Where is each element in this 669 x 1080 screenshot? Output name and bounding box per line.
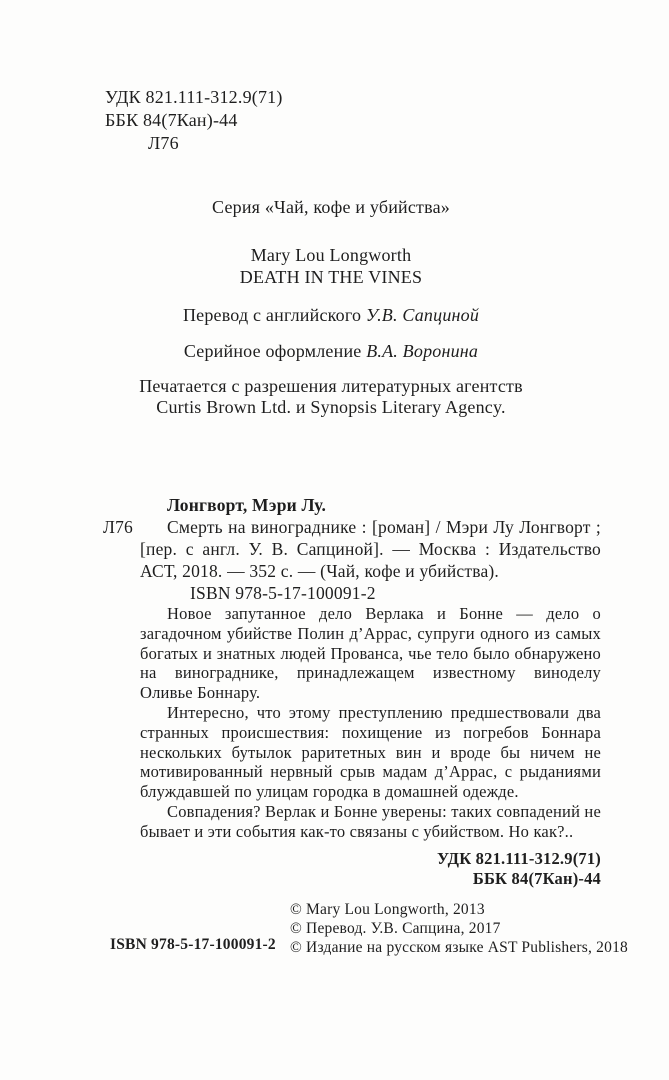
catalog-card xyxy=(103,494,601,889)
catalog-description-text: Смерть на винограднике : [роман] / Мэри Лу Лонгворт ; [пер. с англ. У. В. Сапциной]. — Москва : Издательство АСТ, 2018. — 352 с. — (Чай, кофе и убийства). xyxy=(140,517,601,581)
design-label: Серийное оформление xyxy=(183,341,367,361)
series-block xyxy=(0,196,662,418)
series-title: Серия «Чай, кофе и убийства» xyxy=(212,197,450,217)
original-title: DEATH IN THE VINES xyxy=(239,267,423,287)
footer-isbn: ISBN 978-5-17-100091-2 xyxy=(110,936,276,953)
translator-name: У.В. Сапциной xyxy=(365,305,480,325)
annotation-block xyxy=(140,604,601,842)
original-author: Mary Lou Longworth xyxy=(250,245,412,265)
catalog-isbn: ISBN 978-5-17-100091-2 xyxy=(190,583,376,603)
permission-line-2: Curtis Brown Ltd. и Synopsis Literary Agency. xyxy=(156,397,506,417)
udk-code-top: УДК 821.111-312.9(71) xyxy=(105,87,283,107)
annotation-paragraph: Интересно, что этому преступлению предшествовали два странных происшествия: похищение из погребов Боннара нескольких бутылок раритетных вин и вроде бы ничем не мотивированный нервный срыв мадам д’Аррас, с рыданиями блуждавшей по улицам городка в домашней одежде. xyxy=(140,702,601,802)
foot-codes-block xyxy=(140,849,601,889)
bbk-code-bottom: ББК 84(7Кан)-44 xyxy=(472,868,601,888)
catalog-description xyxy=(103,516,601,582)
annotation-paragraph: Новое запутанное дело Верлака и Бонне — дело о загадочном убийстве Полин д’Аррас, супруги одного из самых богатых и знатных людей Прованса, чье тело было обнаружено на винограднике, принадлежащем известному виноделу Оливье Боннару. xyxy=(140,604,601,703)
udk-code-bottom: УДК 821.111-312.9(71) xyxy=(437,848,601,868)
bbk-code-top: ББК 84(7Кан)-44 xyxy=(105,110,238,130)
copyright-line: © Перевод. У.В. Сапцина, 2017 xyxy=(290,920,501,937)
annotation-paragraph: Совпадения? Верлак и Бонне уверены: таких совпадений не бывает и эти события как-то связаны с убийством. Но как?.. xyxy=(140,801,601,841)
copyright-line: © Издание на русском языке AST Publishers, 2018 xyxy=(290,939,628,956)
head-codes-block xyxy=(105,86,283,155)
permission-notice xyxy=(0,376,662,418)
design-credit xyxy=(0,340,662,362)
copyright-line: © Mary Lou Longworth, 2013 xyxy=(290,901,485,918)
translation-label: Перевод с английского xyxy=(182,305,366,325)
designer-name: В.А. Воронина xyxy=(366,341,479,361)
copyright-block xyxy=(290,900,628,957)
author-sign-top: Л76 xyxy=(148,133,179,153)
translation-credit xyxy=(0,304,662,326)
catalog-author-sign: Л76 xyxy=(103,517,133,537)
catalog-author: Лонгворт, Мэри Лу. xyxy=(167,495,327,515)
permission-line-1: Печатается с разрешения литературных агентств xyxy=(139,376,523,396)
